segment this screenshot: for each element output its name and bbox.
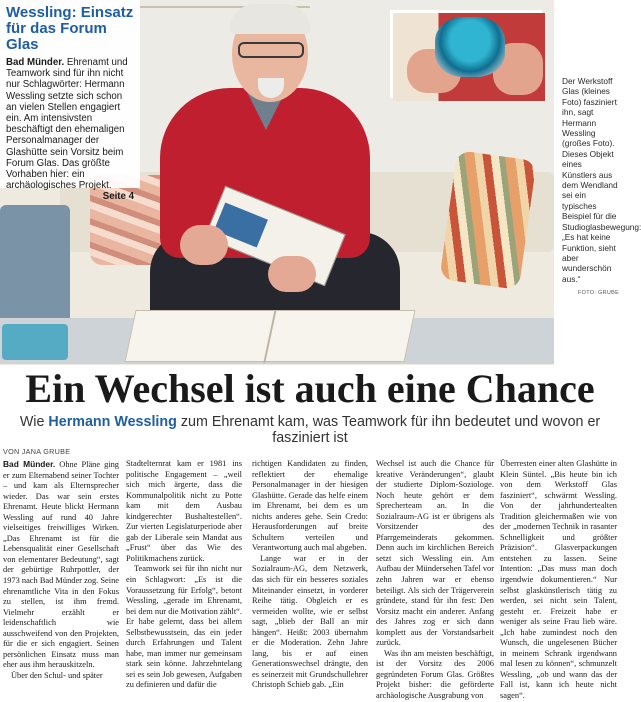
teaser-page-ref[interactable]: Seite 4 (102, 191, 134, 203)
paragraph (3, 459, 119, 671)
teaser-place: Bad Münder. (6, 57, 65, 68)
photo-caption: Der Werkstoff Glas (kleines Foto) fasziniert ihn, sagt Hermann Wessling (großes Foto). Dieses Objekt eines Künstlers aus dem Wendland sei ein typisches Beispiel für die Studioglasbewegung: „Es hat keine Funktion, sieht aber wunderschön aus.“ (562, 76, 641, 284)
dateline: Bad Münder. (3, 459, 56, 469)
article-column-5 (500, 459, 617, 701)
paragraph: Teamwork sei für ihn nicht nur ein Schlagwort: „Es ist die Voraussetzung für Erfolg“, betont Wessling, „gerade im Ehrenamt, bei dem nur die Motivation zählt“. Er habe gelernt, dass bei allem Selbstbewusstsein, das ein jeder durch Erfahrungen und Talent habe, man immer nur gemeinsam stark sein könne. Jahrzehntelang sei es sein Job gewesen, Aufgaben zu definieren und dafür die (126, 564, 242, 690)
teaser-title: Wessling: Einsatz für das Forum Glas (6, 4, 134, 53)
paragraph: Was ihn am meisten beschäftigt, ist der Vorsitz des 2006 gegründeten Forum Glas. Größtes Projekt bisher: die geförderte archäologische Ausgrabung von (376, 648, 494, 701)
photo-credit: FOTO: GRUBE (578, 290, 620, 296)
paragraph: Überresten einer alten Glashütte in Klein Süntel. „Bis heute bin ich von dem Werkstoff Glas fasziniert“, schwärmt Wessling. Von der jahrhundertealten Tradition gleichermaßen wie von der „modernen Technik in rasanter Schnelligkeit und größter Präzision“. Glasverpackungen entstehen zu lassen. Seine Intention: „Das muss man doch irgendwie dokumentieren.“ Nur selbst glaskünstlerisch tätig zu werden, sei nicht sein Talent, gesteht er. Freizeit habe er weniger als seine Frau lieb wäre. „Ich habe zumindest noch den Wunsch, die ungelesenen Bücher in meinem Schrank irgendwann mal lesen zu können“, schmunzelt Wessling, „ob und wann das der Fall ist, kann ich heute nicht sagen“. (500, 459, 617, 701)
subhead-after: zum Ehrenamt kam, was Teamwork für ihn bedeutet und wovon er fasziniert ist (176, 414, 601, 446)
open-book-image (124, 310, 415, 362)
subhead-name: Hermann Wessling (48, 414, 177, 430)
headline: Ein Wechsel ist auch eine Chance (25, 366, 595, 411)
teaser-text (6, 57, 134, 203)
main-photo (0, 0, 554, 364)
byline: VON JANA GRUBE (3, 447, 71, 456)
subhead-before: Wie (19, 414, 49, 430)
teaser-body: Ehrenamt und Teamwork sind für ihn nicht nur Schlagwörter: Hermann Wessling setzte sich schon an vielen Stellen engagiert ein. Am intensivsten beschäftigt den ehemaligen Personalmanager der Glashütte sein Vorsitz beim Forum Glas. Das größte Vorhaben hier: ein archäologisches Projekt. (6, 57, 128, 192)
glass-bowl-image (435, 17, 505, 77)
article-column-2 (126, 459, 242, 690)
paragraph: Stadtelternrat kam er 1981 ins politische Engagement – „weil sich mich ärgerte, dass die Kommunalpolitik nicht zu Potte kam mit dem Ausbau kindgerechter Bushaltestellen“. Zur vierten Legislaturperiode aber gab der Liberale sein Mandat aus „Frust“ über das Wie des Politikmachens zurück. (126, 459, 242, 563)
paragraph: Über den Schul- und später (11, 670, 103, 680)
paragraph: Wechsel ist auch die Chance für kreative Veränderungen“, glaubt der studierte Diplom-Soziologe. Noch heute gehört er dem Sprecherteam an. In die Sozialraum-AG ist er übrigens als Vorsitzender des Pfarrgemeinderats gekommen. Denn auch im kirchlichen Bereich setzt sich Wessling ein. Am Aufbau der Mündersehen Tafel vor zehn Jahren war er ebenso beteiligt. Als sich der Trägerverein gründete, stand für ihn fest: Den Vorsitz macht ein anderer. Anfang des Jahres zog er sich dann komplett aus der Vorstandsarbeit zurück. (376, 459, 494, 648)
article-column-1 (3, 459, 119, 680)
paragraph-text: Ohne Pläne ging er zum Elternabend seiner Tochter – und kam als Elternsprecher wieder. Das war sein erstes Ehrenamt. Heute blickt Hermann Wessling auf rund 40 Jahre vielseitiges freiwilliges Wirken. „Das Ehrenamt ist für die Lebensqualität einer Gesellschaft von elementarer Bedeutung“, sagt der gebürtige Ruhrpottler, der 1973 nach Bad Münder zog. Seine ehrenamtliche Vita in den Fokus zu stellen, ist ihm fremd. Vielmehr erzählt er leidenschaftlich wie ausschweifend von den Projekten, für die er sich engagiert. Seinen persönlichen Einsatz muss man eher aus ihm herauskitzeln. (3, 460, 119, 670)
glass-bowl-inset-photo (390, 10, 542, 98)
teaser-box (0, 0, 140, 203)
subheadline (0, 414, 620, 446)
paragraph: Lange war er in der Sozialraum-AG, dem Netzwerk, das sich für ein besseres soziales Miteinander einsetzt, in vorderer Reihe tätig. Obgleich er es vermeiden wollte, wie er selbst sagt, „blieb der Ball an mir hängen“. Heißt: 2003 übernahm er die Moderation. Zehn Jahre lang, bis er auf einen Generationswechsel drängte, den es seinerzeit mit Grundschullehrer Christoph Schieb gab. „Ein (252, 553, 368, 690)
paragraph: richtigen Kandidaten zu finden, reflektiert der ehemalige Personalmanager in der hiesigen Glashütte. Gerade das helfe einem im Ehrenamt, bei dem es um nichts anderes gehe. Sein Credo: Herausforderungen auf breite Schultern verteilen und Verantwortung auch mal abgeben. (252, 459, 368, 553)
article-column-4 (376, 459, 494, 701)
article-column-3 (252, 459, 368, 690)
